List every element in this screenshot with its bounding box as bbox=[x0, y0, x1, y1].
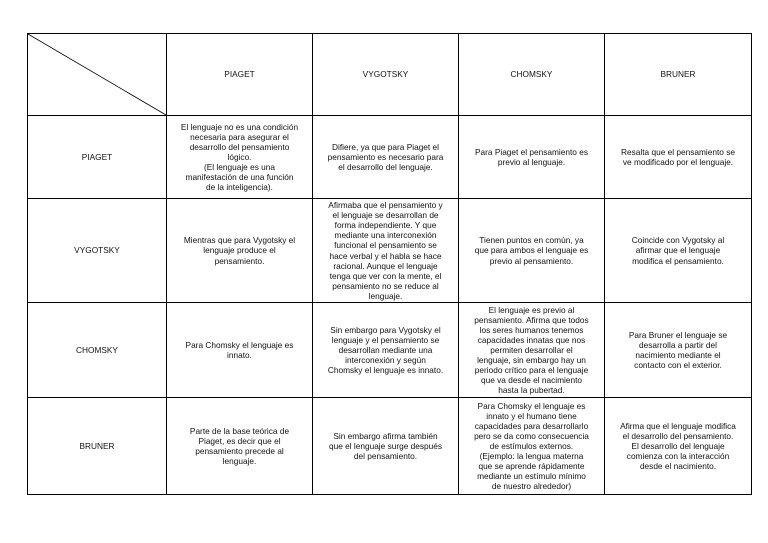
column-header-vygotsky: VYGOTSKY bbox=[313, 34, 459, 116]
comparison-table bbox=[27, 33, 752, 495]
table-cell bbox=[605, 199, 752, 303]
row-header-chomsky: CHOMSKY bbox=[28, 303, 167, 398]
cell-text: El lenguaje no es una condición necesaria para asegurar el desarrollo del pensamiento lógico. (El lenguaje es una manifestación de una función de la inteligencia). bbox=[180, 121, 299, 193]
cell-text: Mientras que para Vygotsky el lenguaje produce el pensamiento. bbox=[183, 235, 296, 266]
cell-text: Afirma que el lenguaje modifica el desarrollo del pensamiento. El desarrollo del lenguaje comienza con la interacción desde el nacimiento. bbox=[620, 420, 736, 472]
table-cell bbox=[459, 116, 605, 199]
cell-text: Difiere, ya que para Piaget el pensamiento es necesario para el desarrollo del lenguaje. bbox=[327, 141, 444, 173]
table-cell bbox=[459, 199, 605, 303]
table-cell bbox=[313, 116, 459, 199]
table-cell bbox=[459, 398, 605, 495]
cell-text: Tienen puntos en común, ya que para ambos el lenguaje es previo al pensamiento. bbox=[474, 235, 589, 266]
table-cell bbox=[605, 303, 752, 398]
header-row bbox=[28, 34, 752, 116]
table-row-vygotsky bbox=[28, 199, 752, 303]
cell-text: Para Chomsky el lenguaje es innato y el humano tiene capacidades para desarrollarlo pero se da como consecuencia de estímulos externos. (Ejemplo: la lengua materna que se aprende rápidamente mediante un estímulo mínimo de nuestro alrededor) bbox=[474, 400, 589, 492]
cell-text: Para Chomsky el lenguaje es innato. bbox=[185, 339, 294, 360]
row-header-bruner: BRUNER bbox=[28, 398, 167, 495]
cell-text: El lenguaje es previo al pensamiento. Afirma que todos los seres humanos tenemos capacidades innatas que nos permiten desarrollar el lenguaje, sin embargo hay un periodo crítico para el lenguaje que va desde el nacimiento hasta la pubertad. bbox=[474, 304, 589, 396]
table-cell bbox=[459, 303, 605, 398]
table-cell bbox=[313, 398, 459, 495]
corner-diagonal-cell bbox=[28, 34, 167, 116]
table-cell bbox=[313, 303, 459, 398]
column-header-piaget: PIAGET bbox=[167, 34, 313, 116]
row-header-piaget: PIAGET bbox=[28, 116, 167, 199]
cell-text: Para Bruner el lenguaje se desarrolla a partir del nacimiento mediante el contacto con el exterior. bbox=[628, 329, 728, 371]
table-cell bbox=[605, 116, 752, 199]
cell-text: Para Piaget el pensamiento es previo al lenguaje. bbox=[474, 146, 588, 167]
diagonal-line bbox=[28, 34, 166, 115]
table-cell bbox=[167, 116, 313, 199]
table-row-bruner bbox=[28, 398, 752, 495]
table-row-chomsky bbox=[28, 303, 752, 398]
cell-text: Sin embargo para Vygotsky el lenguaje y el pensamiento se desarrollan mediante una interconexión y según Chomsky el lenguaje es innato. bbox=[327, 324, 444, 376]
cell-text: Resalta que el pensamiento se ve modificado por el lenguaje. bbox=[621, 146, 735, 167]
column-header-chomsky: CHOMSKY bbox=[459, 34, 605, 116]
table-row-piaget bbox=[28, 116, 752, 199]
cell-text: Afirmaba que el pensamiento y el lenguaje se desarrollan de forma independiente. Y que mediante una interconexión funcional el pensamiento se hace verbal y el habla se hace racional. Aunque el lenguaje tenga que ver con la mente, el pensamiento no se reduce al lenguaje. bbox=[328, 199, 443, 301]
row-header-vygotsky: VYGOTSKY bbox=[28, 199, 167, 303]
table-cell bbox=[167, 303, 313, 398]
table-cell bbox=[167, 199, 313, 303]
table-cell bbox=[167, 398, 313, 495]
cell-text: Sin embargo afirma también que el lenguaje surge después del pensamiento. bbox=[328, 430, 443, 462]
column-header-bruner: BRUNER bbox=[605, 34, 752, 116]
cell-text: Parte de la base teórica de Piaget, es decir que el pensamiento precede al lenguaje. bbox=[189, 425, 290, 467]
cell-text: Coincide con Vygotsky al afirmar que el lenguaje modifica el pensamiento. bbox=[631, 235, 725, 266]
table-cell bbox=[605, 398, 752, 495]
table-cell bbox=[313, 199, 459, 303]
